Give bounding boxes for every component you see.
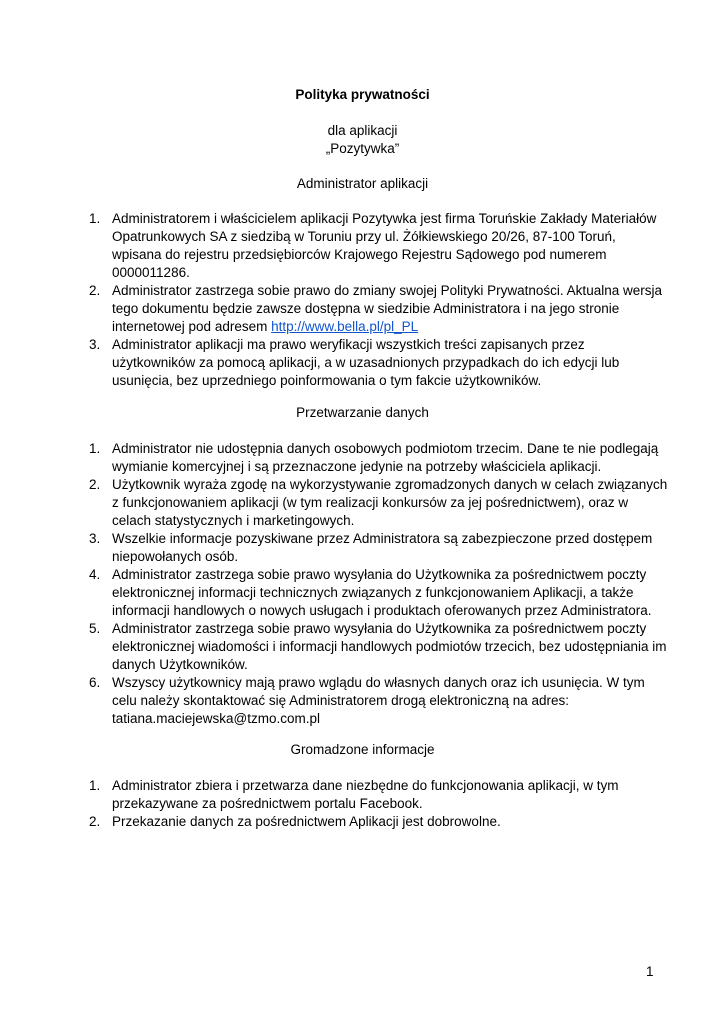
list-item-text: Administrator nie udostępnia danych osobowych podmiotom trzecim. Dane te nie podlegają wymianie komercyjnej i są przeznaczone jedynie na potrzeby właściciela aplikacji.: [112, 441, 659, 474]
processing-list: [89, 440, 669, 728]
list-item: [89, 440, 669, 476]
page-number: 1: [646, 964, 654, 979]
list-item: [89, 674, 669, 728]
list-item: [89, 530, 669, 566]
list-item-text: Administrator zbiera i przetwarza dane niezbędne do funkcjonowania aplikacji, w tym przekazywane za pośrednictwem portalu Facebook.: [112, 778, 619, 811]
list-item: [89, 476, 669, 530]
list-item-text: Administratorem i właścicielem aplikacji Pozytywka jest firma Toruńskie Zakłady Materiałów Opatrunkowych SA z siedzibą w Toruniu przy ul. Żółkiewskiego 20/26, 87-100 Toruń, wpisana do rejestru przedsiębiorców Krajowego Rejestru Sądowego pod numerem 0000011286.: [112, 211, 657, 280]
list-item: [89, 336, 669, 390]
list-number: 2.: [89, 477, 101, 492]
document-title: Polityka prywatności: [295, 87, 430, 102]
collected-info-list: [89, 777, 669, 831]
section-heading-processing: Przetwarzanie danych: [296, 405, 429, 420]
section-heading-collected-info: Gromadzone informacje: [290, 742, 435, 757]
list-item-text: Administrator zastrzega sobie prawo do zmiany swojej Polityki Prywatności. Aktualna wersja tego dokumentu będzie zawsze dostępna w siedzibie Administratora i na jego stronie internetowej pod adresem: [112, 283, 662, 334]
list-number: 1.: [89, 778, 101, 793]
list-number: 3.: [89, 337, 101, 352]
list-item-text: Administrator zastrzega sobie prawo wysyłania do Użytkownika za pośrednictwem poczty elektronicznej wiadomości i informacji handlowych podmiotów trzecich, bez udostępniania im danych Użytkowników.: [112, 621, 667, 672]
list-item-text: Wszelkie informacje pozyskiwane przez Administratora są zabezpieczone przed dostępem niepowołanych osób.: [112, 531, 653, 564]
list-number: 4.: [89, 567, 101, 582]
list-number: 2.: [89, 814, 101, 829]
list-item-text: Administrator aplikacji ma prawo weryfikacji wszystkich treści zapisanych przez użytkowników za pomocą aplikacji, a w uzasadnionych przypadkach do ich edycji lub usunięcia, bez uprzedniego poinformowania o tym fakcie użytkowników.: [112, 337, 620, 388]
list-item: [89, 620, 669, 674]
administrator-list: [89, 210, 669, 390]
section-heading-administrator: Administrator aplikacji: [296, 176, 429, 191]
list-item-text: Administrator zastrzega sobie prawo wysyłania do Użytkownika za pośrednictwem poczty elektronicznej informacji technicznych związanych z funkcjonowaniem Aplikacji, a także informacji handlowych o nowych usługach i produktach oferowanych przez Administratora.: [112, 567, 652, 618]
list-number: 1.: [89, 441, 101, 456]
list-item-text: Wszyscy użytkownicy mają prawo wglądu do własnych danych oraz ich usunięcia. W tym celu należy skontaktować się Administratorem drogą elektroniczną na adres: tatiana.maciejewska@tzmo.com.pl: [112, 675, 645, 726]
list-item: [89, 777, 669, 813]
subtitle-line-2: „Pozytywka”: [325, 141, 400, 156]
list-number: 3.: [89, 531, 101, 546]
list-number: 5.: [89, 621, 101, 636]
list-number: 6.: [89, 675, 101, 690]
subtitle-line-1: dla aplikacji: [327, 123, 398, 138]
list-number: 2.: [89, 283, 101, 298]
list-item: [89, 566, 669, 620]
list-item: [89, 210, 669, 282]
list-item-text: Użytkownik wyraża zgodę na wykorzystywanie zgromadzonych danych w celach związanych z funkcjonowaniem aplikacji (w tym realizacji konkursów za jej pośrednictwem), oraz w celach statystycznych i marketingowych.: [112, 477, 668, 528]
website-link[interactable]: http://www.bella.pl/pl_PL: [271, 319, 419, 334]
list-number: 1.: [89, 211, 101, 226]
list-item-text: Przekazanie danych za pośrednictwem Aplikacji jest dobrowolne.: [112, 814, 501, 829]
list-item: [89, 813, 669, 831]
list-item: [89, 282, 669, 336]
